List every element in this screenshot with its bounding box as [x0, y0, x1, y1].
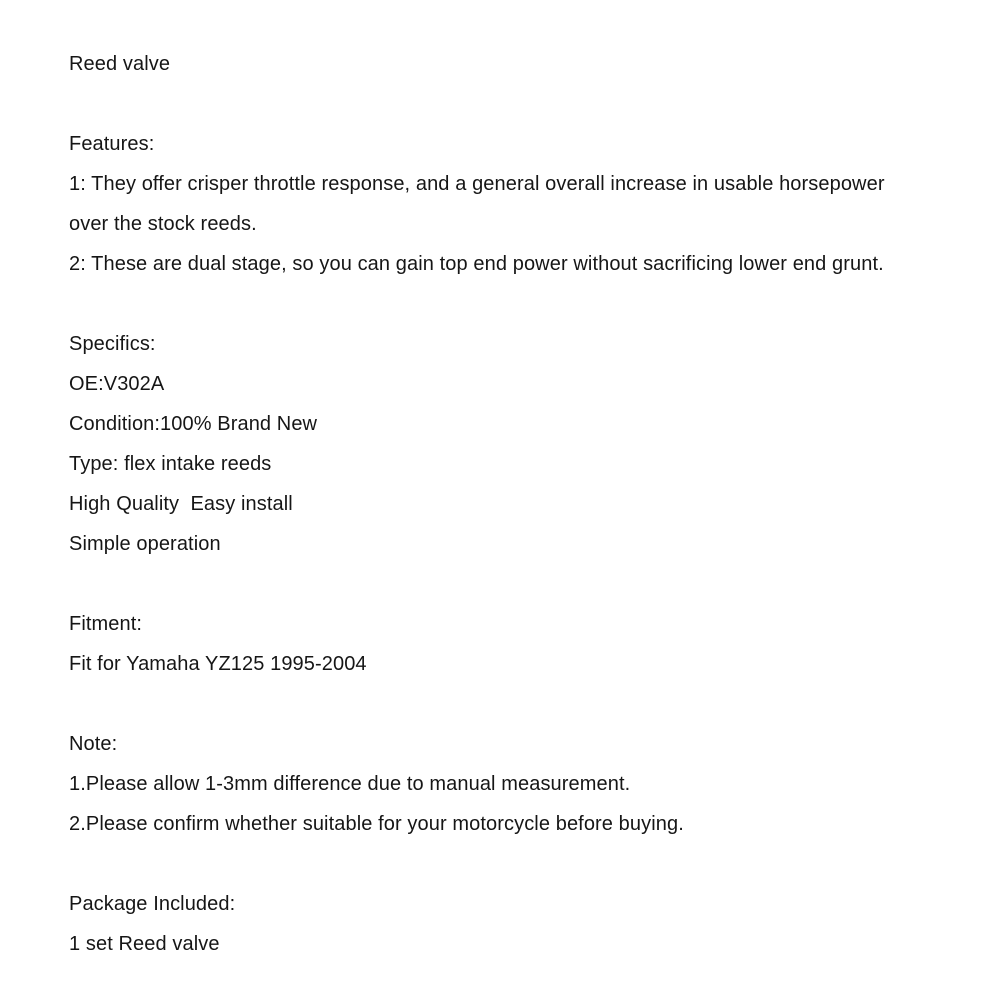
- section-note: [69, 724, 940, 844]
- text-line: Note:: [69, 733, 118, 755]
- text-line: Reed valve: [69, 53, 171, 75]
- text-line: 1 set Reed valve: [69, 933, 220, 955]
- text-line: OE:V302A: [69, 373, 165, 395]
- section-fitment: [69, 604, 940, 684]
- text-line: Simple operation: [69, 533, 221, 555]
- text-line: 1.Please allow 1-3mm difference due to manual measurement.: [69, 773, 631, 795]
- text-line: 1: They offer crisper throttle response, and a general overall increase in usable horsepower: [69, 173, 885, 195]
- text-line: High Quality Easy install: [69, 493, 293, 515]
- text-line: Features:: [69, 133, 155, 155]
- section-title: [69, 44, 940, 84]
- text-line: Condition:100% Brand New: [69, 413, 318, 435]
- text-line: Type: flex intake reeds: [69, 453, 272, 475]
- section-specifics: [69, 324, 940, 564]
- text-line: Package Included:: [69, 893, 236, 915]
- text-line: 2: These are dual stage, so you can gain top end power without sacrificing lower end grunt.: [69, 253, 884, 275]
- text-line: Fit for Yamaha YZ125 1995-2004: [69, 653, 367, 675]
- text-line: over the stock reeds.: [69, 213, 257, 235]
- text-line: Specifics:: [69, 333, 156, 355]
- text-line: 2.Please confirm whether suitable for your motorcycle before buying.: [69, 813, 684, 835]
- section-features: [69, 124, 940, 284]
- product-description-text: [69, 44, 940, 1000]
- text-line: Fitment:: [69, 613, 143, 635]
- section-package: [69, 884, 940, 964]
